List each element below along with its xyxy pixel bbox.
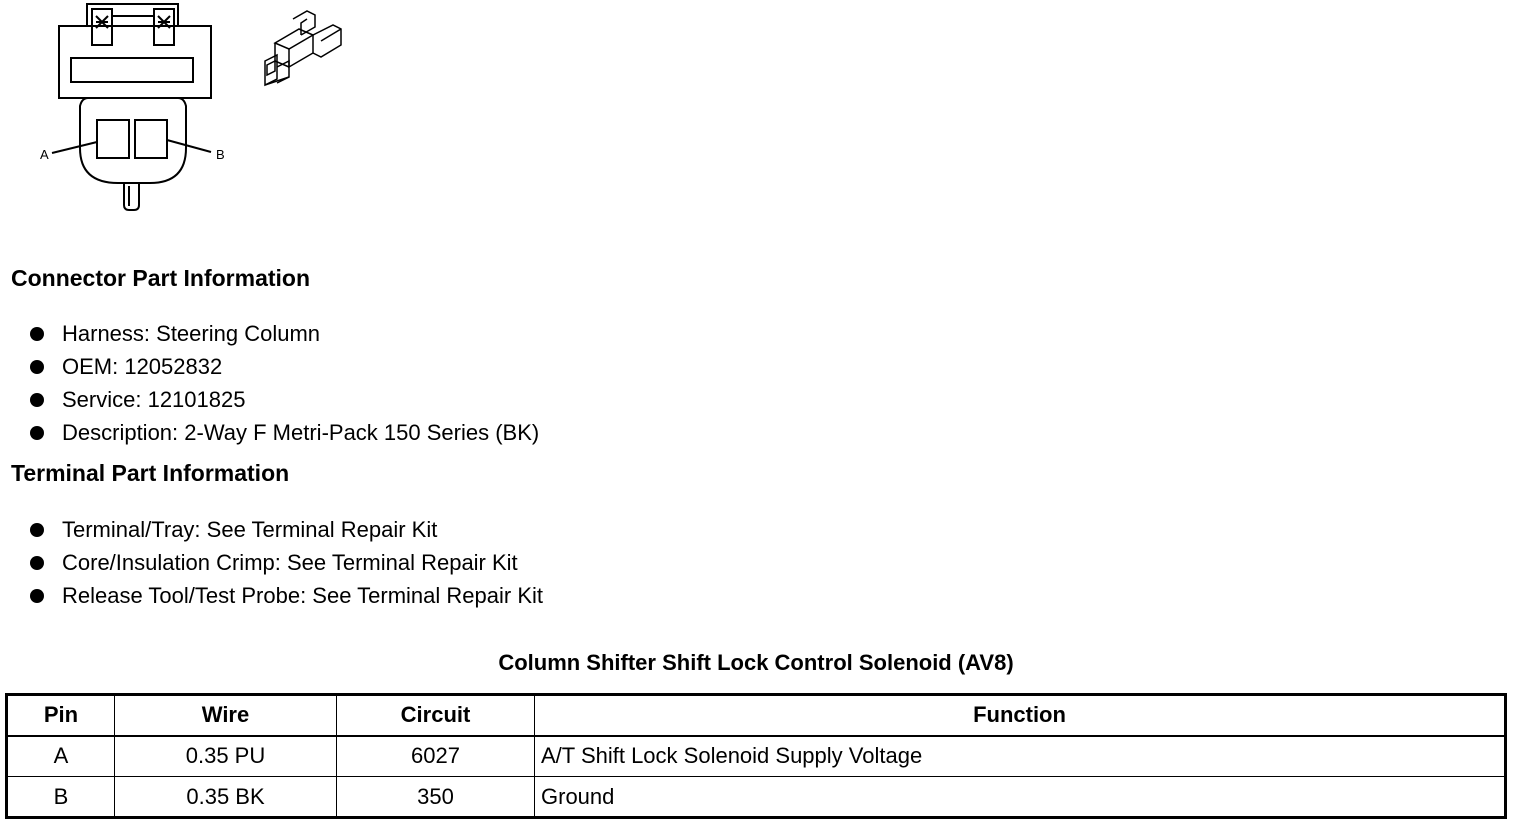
list-item-text: Description: 2-Way F Metri-Pack 150 Series (BK) [62, 420, 540, 445]
cell-pin: B [7, 777, 115, 818]
latch-bridge [112, 16, 154, 26]
list-item [28, 317, 539, 350]
list-item-text: Core/Insulation Crimp: See Terminal Repair Kit [62, 550, 518, 575]
header-circuit: Circuit [337, 695, 535, 736]
cavity-a [97, 120, 129, 158]
cell-wire: 0.35 BK [115, 777, 337, 818]
bullet-icon [30, 327, 44, 341]
header-wire: Wire [115, 695, 337, 736]
list-item-text: Terminal/Tray: See Terminal Repair Kit [62, 517, 438, 542]
list-item [28, 350, 539, 383]
connector-inner-band [71, 58, 193, 82]
list-item [28, 579, 543, 612]
pin-label-a: A [40, 147, 49, 162]
cell-wire: 0.35 PU [115, 736, 337, 777]
pin-table-title: Column Shifter Shift Lock Control Solenoid (AV8) [498, 650, 1014, 675]
leader-line-b [167, 140, 211, 152]
list-item [28, 383, 539, 416]
iso-side-face [289, 35, 313, 67]
iso-rear-block [313, 25, 341, 57]
list-item-text: Release Tool/Test Probe: See Terminal Repair Kit [62, 583, 543, 608]
list-item-text: OEM: 12052832 [62, 354, 223, 379]
bullet-icon [30, 556, 44, 570]
iso-rear-ridge [321, 29, 341, 41]
header-pin: Pin [7, 695, 115, 736]
connector-housing-top [59, 26, 211, 98]
bullet-icon [30, 589, 44, 603]
connector-isometric-icon [255, 5, 350, 90]
pin-label-b: B [216, 147, 225, 162]
connector-part-info-heading: Connector Part Information [11, 265, 311, 291]
bullet-icon [30, 360, 44, 374]
connector-key-tab [124, 183, 139, 210]
connector-part-info-list [28, 317, 539, 449]
table-row [7, 736, 1506, 777]
cell-circuit: 6027 [337, 736, 535, 777]
iso-cavity-a [267, 61, 275, 75]
list-item [28, 416, 539, 449]
connector-front-view-icon [30, 0, 240, 215]
leader-line-a [52, 142, 97, 153]
terminal-part-info-list [28, 513, 543, 612]
terminal-part-info-heading: Terminal Part Information [11, 460, 290, 486]
pin-table [5, 693, 1507, 819]
cell-function: A/T Shift Lock Solenoid Supply Voltage [535, 736, 1506, 777]
cell-function: Ground [535, 777, 1506, 818]
bullet-icon [30, 426, 44, 440]
bullet-icon [30, 523, 44, 537]
table-header-row [7, 695, 1506, 736]
list-item-text: Service: 12101825 [62, 387, 246, 412]
cell-pin: A [7, 736, 115, 777]
list-item [28, 546, 543, 579]
header-function: Function [535, 695, 1506, 736]
list-item-text: Harness: Steering Column [62, 321, 321, 346]
table-row [7, 777, 1506, 818]
bullet-icon [30, 393, 44, 407]
cavity-b [135, 120, 167, 158]
list-item [28, 513, 543, 546]
cell-circuit: 350 [337, 777, 535, 818]
